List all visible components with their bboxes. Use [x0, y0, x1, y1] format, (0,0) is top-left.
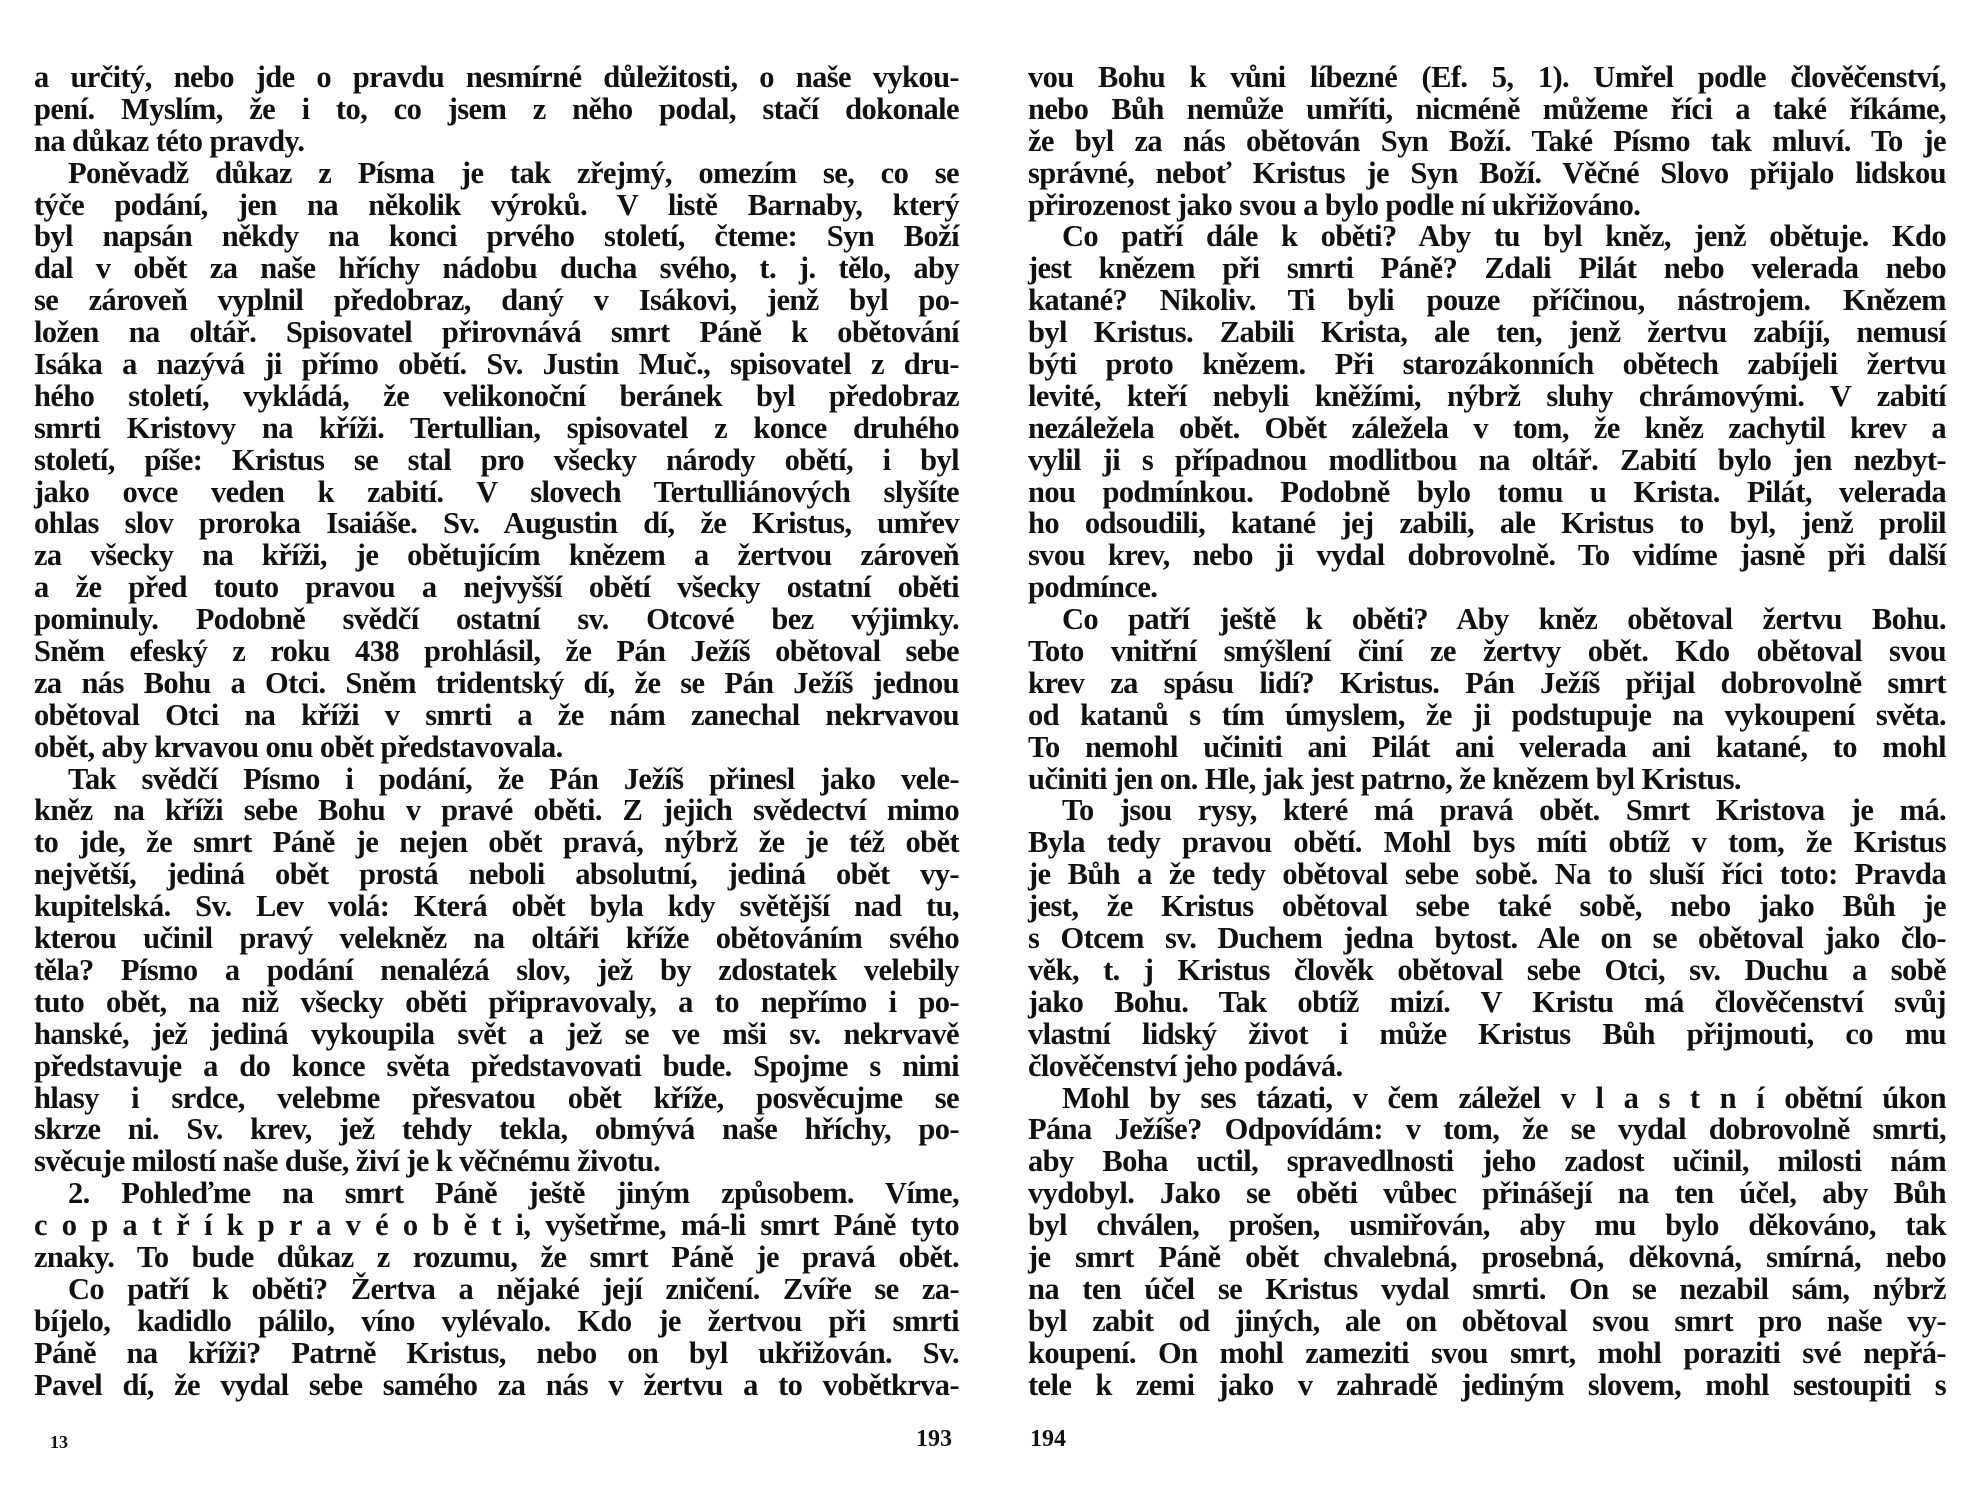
page-number-left: 193: [916, 1426, 952, 1452]
text-line: za nás Bohu a Otci. Sněm tridentský dí, že se Pán Ježíš jednou: [34, 665, 959, 700]
text-line: kněz na kříži sebe Bohu v pravé oběti. Z jejich svědectví mimo: [34, 793, 959, 828]
text-line: vydobyl. Jako se oběti vůbec přinášejí na ten účel, aby Bůh: [1028, 1176, 1946, 1211]
text-line: a určitý, nebo jde o pravdu nesmírné důležitosti, o naše vykou-: [34, 60, 959, 94]
text-line: c o p a t ř í k p r a v é o b ě t i, vyšetřme, má-li smrt Páně tyto: [34, 1208, 959, 1243]
text-line: na důkaz této pravdy.: [34, 123, 305, 158]
text-line: podmínce.: [1028, 570, 1158, 605]
text-line: katané? Nikoliv. Ti byli pouze příčinou, nástrojem. Knězem: [1028, 283, 1946, 318]
text-line: pení. Myslím, že i to, co jsem z něho podal, stačí dokonale: [34, 91, 959, 126]
text-line: Pána Ježíše? Odpovídám: v tom, že se vydal dobrovolně smrti,: [1028, 1112, 1946, 1147]
text-line: vylil ji s případnou modlitbou na oltář. Zabití bylo jen nezbyt-: [1028, 442, 1946, 477]
text-line: ložen na oltář. Spisovatel přirovnává smrt Páně k obětování: [34, 315, 959, 350]
paragraph-first-line: Mohl by ses tázati, v čem záležel v l a s t n í obětní úkon: [1062, 1080, 1946, 1115]
text-line: kupitelská. Sv. Lev volá: Která obět byla kdy světější nad tu,: [34, 889, 959, 924]
text-line: přirozenost jako svou a bylo podle ní ukřižováno.: [1028, 187, 1641, 222]
text-line: je Bůh a že tedy obětoval sebe sobě. Na to sluší říci toto: Pravda: [1028, 857, 1946, 892]
text-line: věk, t. j Kristus člověk obětoval sebe Otci, sv. Duchu a sobě: [1028, 952, 1946, 987]
text-line: nou podmínkou. Podobně bylo tomu u Krista. Pilát, velerada: [1028, 474, 1946, 509]
text-line: jest knězem při smrti Páně? Zdali Pilát nebo velerada nebo: [1028, 251, 1946, 286]
text-line: za všecky na kříži, je obětujícím knězem a žertvou zároveň: [34, 538, 959, 573]
paragraph-first-line: Co patří k oběti? Žertva a nějaké její zničení. Zvíře se za-: [68, 1271, 959, 1306]
text-line: tuto obět, na niž všecky oběti připravovaly, a to nepřímo i po-: [34, 984, 959, 1019]
text-line: pominuly. Podobně svědčí ostatní sv. Otcové bez výjimky.: [34, 602, 959, 637]
text-line: od katanů s tím úmyslem, že ji podstupuje na vykoupení světa.: [1028, 697, 1946, 732]
text-line: znaky. To bude důkaz z rozumu, že smrt Páně je pravá obět.: [34, 1239, 959, 1274]
text-line: se zároveň vyplnil předobraz, daný v Isákovi, jenž byl po-: [34, 283, 959, 318]
text-line: ohlas slov proroka Isaiáše. Sv. Augustin dí, že Kristus, umřev: [34, 506, 959, 541]
text-line: tele k zemi jako v zahradě jediným slovem, mohl sestoupiti s: [1028, 1367, 1946, 1402]
text-line: dal v obět za naše hříchy nádobu ducha svého, t. j. tělo, aby: [34, 251, 959, 286]
text-line: a že před touto pravou a nejvyšší obětí všecky ostatní oběti: [34, 570, 959, 605]
text-line: krev za spásu lidí? Kristus. Pán Ježíš přijal dobrovolně smrt: [1028, 665, 1946, 700]
text-line: to jde, že smrt Páně je nejen obět pravá, nýbrž že je též obět: [34, 825, 959, 860]
text-line: Isáka a nazývá ji přímo obětí. Sv. Justin Muč., spisovatel z dru-: [34, 347, 959, 382]
text-line: obětoval Otci na kříži v smrti a že nám zanechal nekrvavou: [34, 697, 959, 732]
text-line: století, píše: Kristus se stal pro všecky národy obětí, i byl: [34, 442, 959, 477]
paragraph-first-line: 2. Pohleďme na smrt Páně ještě jiným způsobem. Víme,: [68, 1176, 959, 1211]
paragraph-first-line: Tak svědčí Písmo i podání, že Pán Ježíš přinesl jako vele-: [68, 761, 959, 796]
text-line: byl Kristus. Zabili Krista, ale ten, jenž žertvu zabíjí, nemusí: [1028, 315, 1946, 350]
text-line: jako Bohu. Tak obtíž mizí. V Kristu má člověčenství svůj: [1028, 984, 1946, 1019]
text-line: nezáležela obět. Obět záležela v tom, že kněz zachytil krev a: [1028, 410, 1946, 445]
text-line: Byla tedy pravou obětí. Mohl bys míti obtíž v tom, že Kristus: [1028, 825, 1946, 860]
text-line: jako ovce veden k zabití. V slovech Tertulliánových slyšíte: [34, 474, 959, 509]
text-line: hanské, jež jediná vykoupila svět a jež se ve mši sv. nekrvavě: [34, 1016, 959, 1051]
text-line: smrti Kristovy na kříži. Tertullian, spisovatel z konce druhého: [34, 410, 959, 445]
text-line: bíjelo, kadidlo pálilo, víno vylévalo. Kdo je žertvou při smrti: [34, 1303, 959, 1338]
text-line: vlastní lidský život i může Kristus Bůh přijmouti, co mu: [1028, 1016, 1946, 1051]
text-line: vou Bohu k vůni líbezné (Ef. 5, 1). Umřel podle člověčenství,: [1028, 60, 1946, 94]
text-line: Páně na kříži? Patrně Kristus, nebo on byl ukřižován. Sv.: [34, 1335, 959, 1370]
paragraph-first-line: Co patří dále k oběti? Aby tu byl kněz, jenž obětuje. Kdo: [1062, 219, 1946, 254]
text-line: obět, aby krvavou onu obět představovala.: [34, 729, 563, 764]
text-line: těla? Písmo a podání nenalézá slov, jež by zdostatek velebily: [34, 952, 959, 987]
text-line: s Otcem sv. Duchem jedna bytost. Ale on se obětoval jako člo-: [1028, 921, 1946, 956]
text-line: člověčenství jeho podává.: [1028, 1048, 1343, 1083]
text-line: kterou učinil pravý velekněz na oltáři kříže obětováním svého: [34, 921, 959, 956]
text-line: aby Boha uctil, spravedlnosti jeho zadost učinil, milosti nám: [1028, 1144, 1946, 1179]
text-line: ho odsoudili, katané jej zabili, ale Kristus to byl, jenž prolil: [1028, 506, 1946, 541]
text-line: svěcuje milostí naše duše, živí je k věčnému životu.: [34, 1144, 661, 1179]
text-line: hého století, vykládá, že velikonoční beránek byl předobraz: [34, 378, 959, 413]
text-line: na ten účel se Kristus vydal smrti. On se nezabil sám, nýbrž: [1028, 1271, 1946, 1306]
paragraph-first-line: Co patří ještě k oběti? Aby kněz obětoval žertvu Bohu.: [1062, 602, 1946, 637]
text-line: svou krev, nebo ji vydal dobrovolně. To vidíme jasně při další: [1028, 538, 1946, 573]
text-line: býti proto knězem. Při starozákonních obětech zabíjeli žertvu: [1028, 347, 1946, 382]
signature-mark: 13: [50, 1432, 68, 1452]
text-line: byl chválen, prošen, usmiřován, aby mu bylo děkováno, tak: [1028, 1208, 1946, 1243]
text-line: koupení. On mohl zameziti svou smrt, mohl poraziti své nepřá-: [1028, 1335, 1946, 1370]
text-line: byl zabit od jiných, ale on obětoval svou smrt pro naše vy-: [1028, 1303, 1946, 1338]
text-line: největší, jediná obět prostá neboli absolutní, jediná obět vy-: [34, 857, 959, 892]
text-line: levité, kteří nebyli kněžími, nýbrž sluhy chrámovými. V zabití: [1028, 378, 1946, 413]
text-line: nebo Bůh nemůže umříti, nicméně můžeme říci a také říkáme,: [1028, 91, 1946, 126]
text-line: týče podání, jen na několik výroků. V listě Barnaby, který: [34, 187, 959, 222]
text-line: skrze ni. Sv. krev, jež tehdy tekla, obmývá naše hříchy, po-: [34, 1112, 959, 1147]
text-line: Sněm efeský z roku 438 prohlásil, že Pán Ježíš obětoval sebe: [34, 634, 959, 669]
page-number-right: 194: [1030, 1426, 1066, 1452]
paragraph-first-line: To jsou rysy, které má pravá obět. Smrt Kristova je má.: [1062, 793, 1946, 828]
text-line: byl napsán někdy na konci prvého století, čteme: Syn Boží: [34, 219, 959, 254]
text-line: hlasy i srdce, velebme přesvatou obět kříže, posvěcujme se: [34, 1080, 959, 1115]
text-line: Toto vnitřní smýšlení činí ze žertvy obět. Kdo obětoval svou: [1028, 634, 1946, 669]
right-page: [1028, 62, 1946, 1482]
text-line: představuje a do konce světa představovati bude. Spojme s nimi: [34, 1048, 959, 1083]
left-page: [34, 62, 959, 1482]
paragraph-first-line: Poněvadž důkaz z Písma je tak zřejmý, omezím se, co se: [68, 155, 959, 190]
text-line: správné, neboť Kristus je Syn Boží. Věčné Slovo přijalo lidskou: [1028, 155, 1946, 190]
text-line: je smrt Páně obět chvalebná, prosebná, děkovná, smírná, nebo: [1028, 1239, 1946, 1274]
text-line: jest, že Kristus obětoval sebe také sobě, nebo jako Bůh je: [1028, 889, 1946, 924]
text-line: že byl za nás obětován Syn Boží. Také Písmo tak mluví. To je: [1028, 123, 1946, 158]
text-line: Pavel dí, že vydal sebe samého za nás v žertvu a to vobětkrva-: [34, 1367, 959, 1402]
text-line: To nemohl učiniti ani Pilát ani velerada ani katané, to mohl: [1028, 729, 1946, 764]
text-line: učiniti jen on. Hle, jak jest patrno, že knězem byl Kristus.: [1028, 761, 1741, 796]
